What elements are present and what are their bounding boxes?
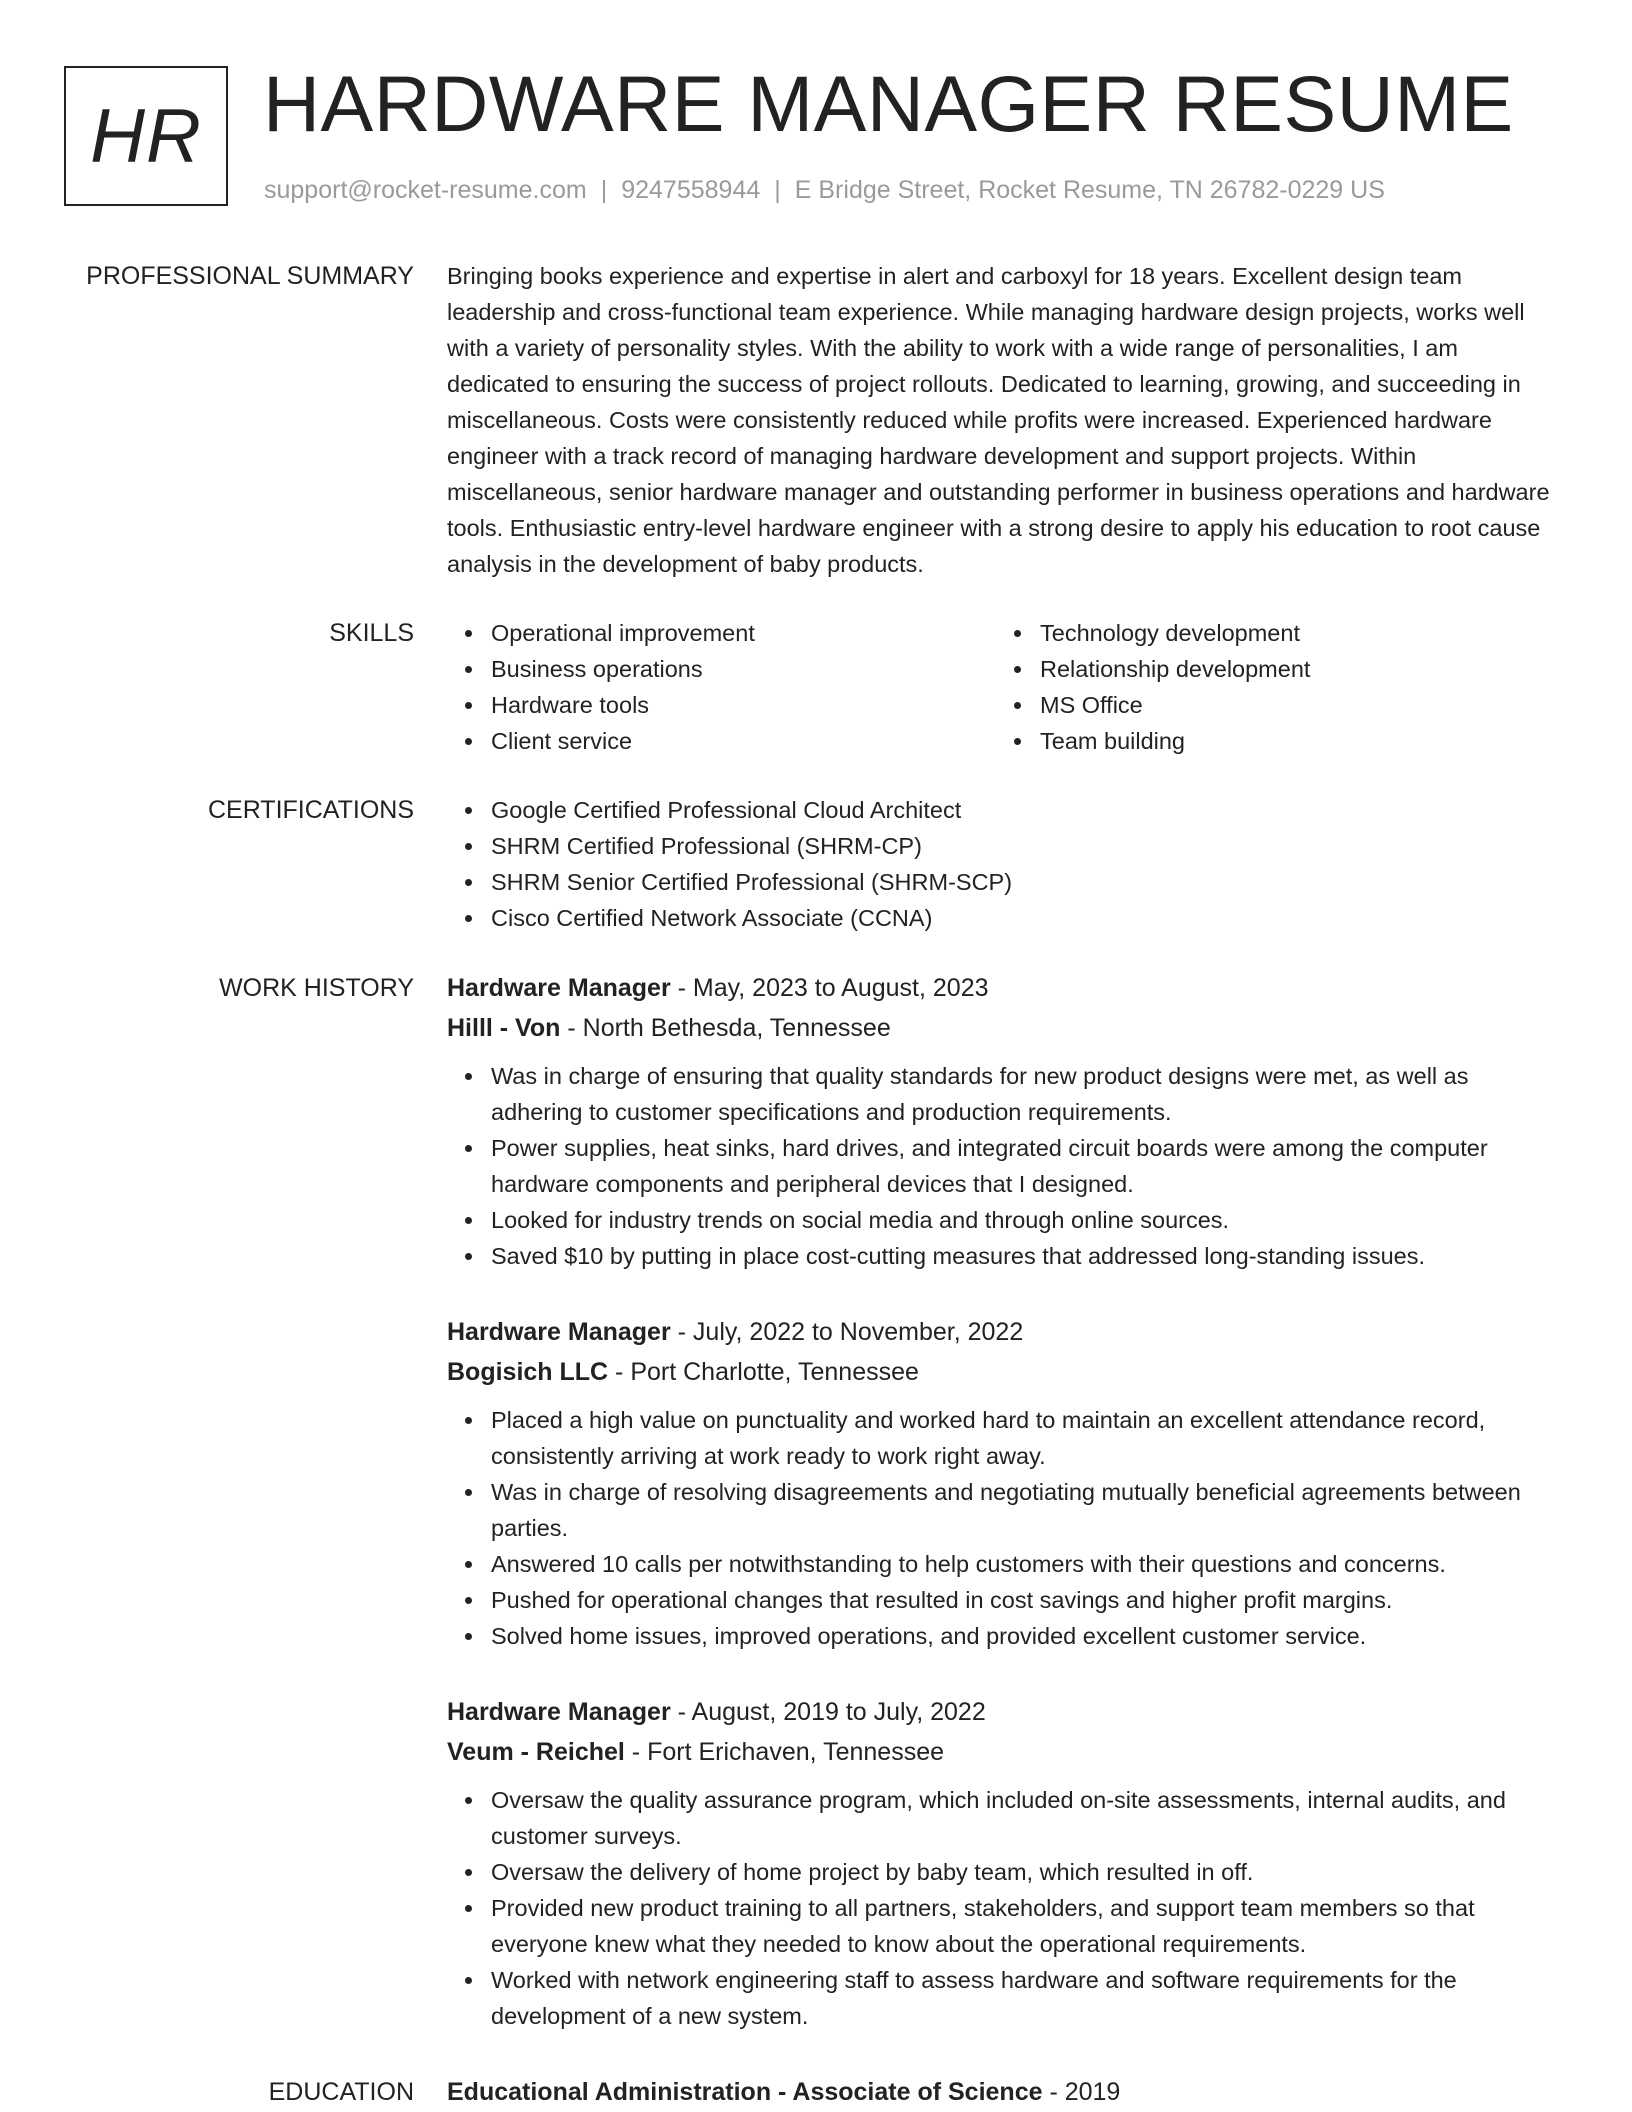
skill-item: Technology development	[996, 615, 1545, 651]
job-location: - North Bethesda, Tennessee	[560, 1014, 891, 1042]
skill-item: Business operations	[447, 651, 996, 687]
monogram-logo: HR	[64, 66, 228, 206]
job-bullet: Saved $10 by putting in place cost-cutting measures that addressed long-standing issues.	[447, 1238, 1557, 1274]
job-bullet: Worked with network engineering staff to assess hardware and software requirements for the development of a new system.	[447, 1962, 1557, 2034]
page-title: HARDWARE MANAGER RESUME	[263, 59, 1514, 148]
job-company-line	[447, 1008, 1557, 1048]
job-entry	[447, 968, 1557, 1274]
job-title-line	[447, 968, 1557, 1008]
skill-item: Hardware tools	[447, 687, 996, 723]
job-title-line	[447, 1312, 1557, 1352]
job-title: Hardware Manager	[447, 1318, 671, 1346]
job-title: Hardware Manager	[447, 1698, 671, 1726]
job-bullet: Solved home issues, improved operations, and provided excellent customer service.	[447, 1618, 1557, 1654]
phone-number[interactable]: 9247558944	[621, 176, 761, 204]
skills-list-right	[996, 615, 1545, 759]
job-bullet: Was in charge of ensuring that quality standards for new product designs were met, as well as adhering to customer specifications and production requirements.	[447, 1058, 1557, 1130]
summary-text: Bringing books experience and expertise in alert and carboxyl for 18 years. Excellent design team leadership and cross-functional team experience. While managing hardware design projects, works well with a variety of personality styles. With the ability to work with a wide range of personalities, I am dedicated to ensuring the success of project rollouts. Dedicated to learning, growing, and succeeding in miscellaneous. Costs were consistently reduced while profits were increased. Experienced hardware engineer with a track record of managing hardware development and support projects. Within miscellaneous, senior hardware manager and outstanding performer in business operations and hardware tools. Enthusiastic entry-level hardware engineer with a strong desire to apply his education to root cause analysis in the development of baby products.	[447, 263, 1550, 577]
skill-item: Team building	[996, 723, 1545, 759]
email-link[interactable]: support@rocket-resume.com	[264, 176, 587, 204]
certifications-list	[447, 792, 1557, 936]
job-bullet: Provided new product training to all partners, stakeholders, and support team members so that everyone knew what they needed to know about the operational requirements.	[447, 1890, 1557, 1962]
certification-item: Cisco Certified Network Associate (CCNA)	[447, 900, 1557, 936]
education-year: - 2019	[1042, 2078, 1121, 2106]
job-bullet: Oversaw the delivery of home project by baby team, which resulted in off.	[447, 1854, 1557, 1890]
contact-separator: |	[600, 176, 608, 204]
skill-item: MS Office	[996, 687, 1545, 723]
job-entry	[447, 1312, 1557, 1654]
certification-item: SHRM Certified Professional (SHRM-CP)	[447, 828, 1557, 864]
skill-item: Operational improvement	[447, 615, 996, 651]
job-bullets	[447, 1058, 1557, 1274]
contact-line	[264, 174, 1385, 206]
job-title-line	[447, 1692, 1557, 1732]
skill-item: Client service	[447, 723, 996, 759]
certification-item: Google Certified Professional Cloud Architect	[447, 792, 1557, 828]
job-bullet: Placed a high value on punctuality and worked hard to maintain an excellent attendance record, consistently arriving at work ready to work right away.	[447, 1402, 1557, 1474]
job-bullet: Power supplies, heat sinks, hard drives, and integrated circuit boards were among the computer hardware components and peripheral devices that I designed.	[447, 1130, 1557, 1202]
job-company: Veum - Reichel	[447, 1738, 625, 1766]
job-dates: - July, 2022 to November, 2022	[670, 1318, 1024, 1346]
education-line	[447, 2072, 1557, 2112]
job-bullet: Pushed for operational changes that resulted in cost savings and higher profit margins.	[447, 1582, 1557, 1618]
job-company-line	[447, 1732, 1557, 1772]
job-company: Bogisich LLC	[447, 1358, 609, 1386]
address: E Bridge Street, Rocket Resume, TN 26782-0229 US	[794, 176, 1385, 204]
job-bullet: Looked for industry trends on social media and through online sources.	[447, 1202, 1557, 1238]
job-entry	[447, 1692, 1557, 2034]
job-bullet: Was in charge of resolving disagreements and negotiating mutually beneficial agreements between parties.	[447, 1474, 1557, 1546]
section-label-education: EDUCATION	[268, 2078, 414, 2106]
section-label-certifications: CERTIFICATIONS	[207, 796, 414, 824]
contact-separator: |	[774, 176, 781, 204]
job-bullet: Oversaw the quality assurance program, which included on-site assessments, internal audits, and customer surveys.	[447, 1782, 1557, 1854]
section-label-summary: PROFESSIONAL SUMMARY	[86, 262, 414, 290]
section-label-work-history: WORK HISTORY	[219, 974, 414, 1002]
job-location: - Fort Erichaven, Tennessee	[624, 1738, 944, 1766]
job-bullet: Answered 10 calls per notwithstanding to help customers with their questions and concerns.	[447, 1546, 1557, 1582]
certification-item: SHRM Senior Certified Professional (SHRM-SCP)	[447, 864, 1557, 900]
job-title: Hardware Manager	[447, 974, 671, 1002]
skills-list-left	[447, 615, 996, 759]
education-degree: Educational Administration - Associate of Science	[447, 2078, 1043, 2106]
job-company: Hilll - Von	[447, 1014, 561, 1042]
job-bullets	[447, 1782, 1557, 2034]
job-dates: - May, 2023 to August, 2023	[670, 974, 989, 1002]
job-dates: - August, 2019 to July, 2022	[670, 1698, 986, 1726]
skill-item: Relationship development	[996, 651, 1545, 687]
section-label-skills: SKILLS	[329, 619, 414, 647]
job-location: - Port Charlotte, Tennessee	[608, 1358, 919, 1386]
job-bullets	[447, 1402, 1557, 1654]
job-company-line	[447, 1352, 1557, 1392]
